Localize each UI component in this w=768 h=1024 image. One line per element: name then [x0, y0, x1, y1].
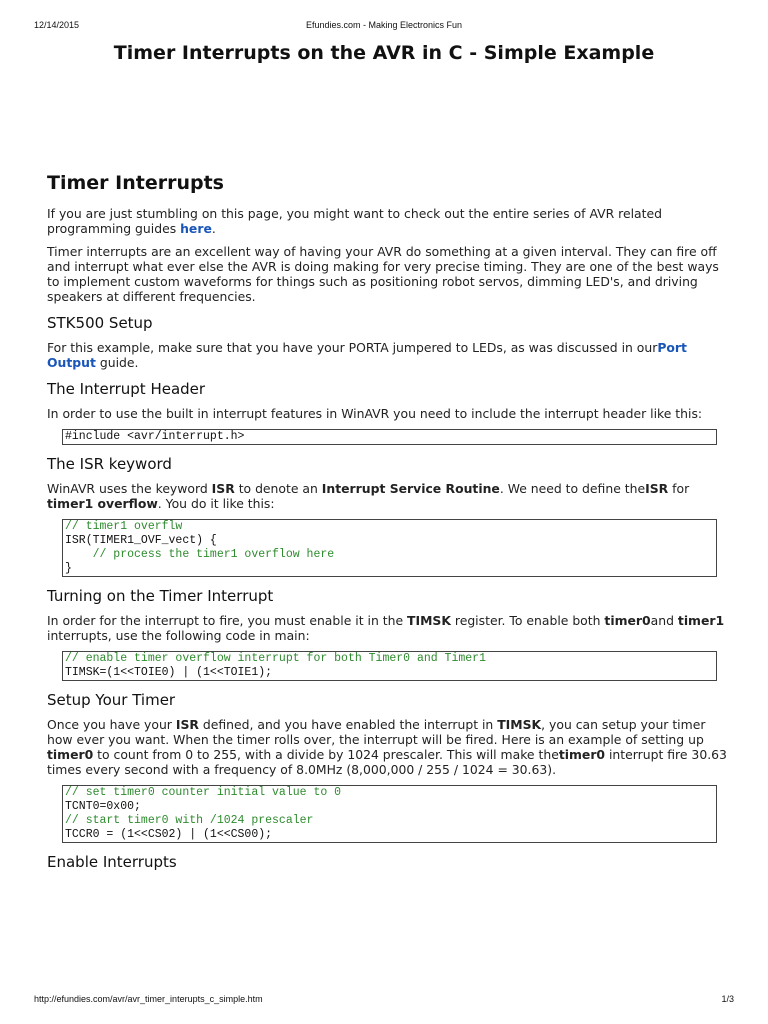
enable-interrupts-heading: Enable Interrupts [47, 853, 177, 871]
here-link[interactable]: here [180, 221, 212, 236]
intro-paragraph-1: If you are just stumbling on this page, you might want to check out the entire series of AVR related programming guides here. [47, 206, 662, 236]
turning-on-paragraph: In order for the interrupt to fire, you must enable it in the TIMSK register. To enable both timer0and timer1 interrupts, use the following code in main: [47, 613, 725, 643]
interrupt-header-heading: The Interrupt Header [47, 380, 206, 398]
isr-code-block: // timer1 overflw ISR(TIMER1_OVF_vect) { // process the timer1 overflow here } [62, 519, 717, 577]
print-url: http://efundies.com/avr/avr_timer_interupts_c_simple.htm [34, 994, 263, 1004]
turning-on-heading: Turning on the Timer Interrupt [47, 587, 274, 605]
print-header [0, 20, 768, 32]
interrupt-header-paragraph: In order to use the built in interrupt features in WinAVR you need to include the interrupt header like this: [47, 406, 703, 421]
port-output-link[interactable]: Port Output [47, 340, 687, 370]
isr-heading: The ISR keyword [47, 455, 172, 473]
intro-paragraph-2: Timer interrupts are an excellent way of having your AVR do something at a given interval. They can fire off and interrupt what ever else the AVR is doing making for very precise timing. They are one of the best ways to implement custom waveforms for things such as positioning robot servos, dimming LED's, and driving speakers at different frequencies. [47, 244, 719, 304]
include-code-block: #include <avr/interrupt.h> [62, 429, 717, 445]
stk500-paragraph: For this example, make sure that you have your PORTA jumpered to LEDs, as was discussed in ourPort Output guide. [47, 340, 687, 370]
setup-timer-heading: Setup Your Timer [47, 691, 176, 709]
print-footer [0, 994, 768, 1006]
timsk-code-block: // enable timer overflow interrupt for both Timer0 and Timer1 TIMSK=(1<<TOIE0) | (1<<TOIE1); [62, 651, 717, 681]
print-date: 12/14/2015 [34, 20, 80, 30]
print-site-title: Efundies.com - Making Electronics Fun [305, 20, 463, 30]
section-title: Timer Interrupts [47, 172, 224, 194]
isr-paragraph: WinAVR uses the keyword ISR to denote an Interrupt Service Routine. We need to define theISR for timer1 overflow. You do it like this: [47, 481, 690, 511]
article-content [47, 172, 731, 879]
print-page-number: 1/3 [721, 994, 734, 1004]
setup-timer-paragraph: Once you have your ISR defined, and you have enabled the interrupt in TIMSK, you can setup your timer how ever you want. When the timer rolls over, the interrupt will be fired. Here is an example of setting up timer0 to count from 0 to 255, with a divide by 1024 prescaler. This will make thetimer0 interrupt fire 30.63 times every second with a frequency of 8.0MHz (8,000,000 / 255 / 1024 = 30.63). [47, 717, 727, 777]
timer0-code-block: // set timer0 counter initial value to 0 TCNT0=0x00; // start timer0 with /1024 prescaler TCCR0 = (1<<CS02) | (1<<CS00); [62, 785, 717, 843]
stk500-heading: STK500 Setup [47, 314, 153, 332]
page-title: Timer Interrupts on the AVR in C - Simple Example [113, 42, 655, 64]
